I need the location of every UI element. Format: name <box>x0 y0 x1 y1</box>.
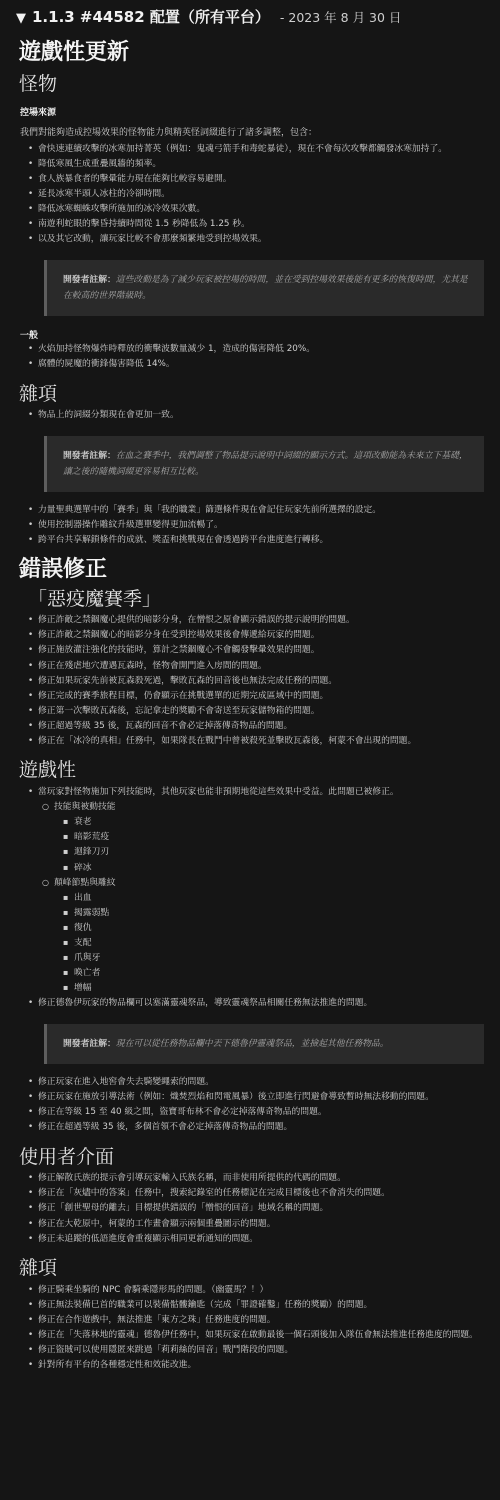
list-item: • 使用控制器操作雕紋升級選單變得更加流暢了。 <box>16 519 486 532</box>
list-item: • 修正盜賊可以使用隱匿來跳過「莉莉絲的回音」戰鬥階段的問題。 <box>16 1344 486 1357</box>
list-item: • 修正在大乾原中，柯蒙的工作畫會顯示兩個重疊圖示的問題。 <box>16 1218 486 1231</box>
list-item: • 延長冰寒半頭人冰柱的冷卻時間。 <box>16 188 486 201</box>
list-item: • 修正在殘虐地穴遭遇瓦森時，怪物會開門進入房間的問題。 <box>16 660 486 673</box>
cc-sources-heading: 控場來源 <box>20 108 57 118</box>
list-item: • 修正在等級 15 至 40 級之間，盜寶哥布林不會必定掉落傳奇物品的問題。 <box>16 1106 486 1119</box>
developer-note <box>44 1024 484 1064</box>
general-change-list <box>16 343 486 371</box>
sub-list-item: ▪ 增幅 <box>16 982 486 995</box>
collapse-triangle-icon[interactable]: ▼ <box>16 11 26 26</box>
patch-date: - 2023 年 8 月 30 日 <box>279 10 402 25</box>
list-item: • 修正騎乘坐騎的 NPC 會騎乘隱形馬的問題。（幽靈馬？！） <box>16 1284 486 1297</box>
sub-list-item: ▪ 爪與牙 <box>16 952 486 965</box>
list-item: • 力量聖典選單中的「賽季」與「我的職業」篩選條件現在會記住玩家先前所選擇的設定。 <box>16 504 486 517</box>
misc-change-list-2 <box>16 504 486 547</box>
list-item: • 修正德魯伊玩家的物品欄可以塞滿靈魂祭品，導致靈魂祭品相關任務無法推進的問題。 <box>16 997 486 1010</box>
bug-fixes-heading: 錯誤修正 <box>19 556 108 582</box>
sub-list-label: ○ 顛峰節點與雕紋 <box>16 877 486 890</box>
note-text: 這些改動是為了減少玩家被控場的時間，並在受到控場效果後能有更多的恢復時間，尤其是在較高的世界階級時。 <box>63 274 468 301</box>
list-item: • 食人族暴食者的擊暈能力現在能夠比較容易避開。 <box>16 173 486 186</box>
list-item: • 跨平台共享解鎖條件的成就、獎盃和挑戰現在會透過跨平台進度進行轉移。 <box>16 534 486 547</box>
list-item: • 修正如果玩家先前被瓦森殺死過，擊敗瓦森的回音後也無法完成任務的問題。 <box>16 675 486 688</box>
list-item: • 以及其它改動，讓玩家比較不會那麼頻繁地受到控場效果。 <box>16 233 486 246</box>
monsters-heading: 怪物 <box>19 73 58 95</box>
gameplay-fix-list <box>16 786 486 1010</box>
list-item: • 降低冰寒蜘蛛攻擊所施加的冰冷效果次數。 <box>16 203 486 216</box>
list-item: • 修正解散氏族的提示會引導玩家輸入氏族名稱，而非使用所提供的代碼的問題。 <box>16 1172 486 1185</box>
sub-list-item: ▪ 揭露弱點 <box>16 907 486 920</box>
season-heading: 「惡疫魔賽季」 <box>28 587 162 610</box>
list-item: • 修正在超過等級 35 後，多個首領不會必定掉落傳奇物品的問題。 <box>16 1121 486 1134</box>
list-item: • 修正未追蹤的低語進度會重複顯示相同更新通知的問題。 <box>16 1233 486 1246</box>
sub-list-item: ▪ 復仇 <box>16 922 486 935</box>
list-item: • 修正在「失落林地的靈魂」德魯伊任務中，如果玩家在啟動最後一個石頭後加入隊伍會無法推進任務進度的問題。 <box>16 1329 486 1342</box>
list-item: • 修正完成的賽季旅程目標，仍會顯示在挑戰選單的近期完成區域中的問題。 <box>16 690 486 703</box>
list-item: • 修正「創世聖母的離去」目標提供錯誤的「憎恨的回音」地域名稱的問題。 <box>16 1202 486 1215</box>
list-item: • 修正在「冰冷的真相」任務中，如果隊長在戰鬥中曾被殺死並擊敗瓦森後，柯蒙不會出現的問題。 <box>16 735 486 748</box>
gameplay-fixes-heading: 遊戲性 <box>19 759 77 782</box>
sub-list-item: ▪ 迴鋒刀刃 <box>16 846 486 859</box>
list-item: • 修正施放灌注強化的技能時，算計之禁錮魔心不會觸發擊暈效果的問題。 <box>16 644 486 657</box>
sub-list-item: ▪ 喚亡者 <box>16 967 486 980</box>
list-item: • 修正超過等級 35 後，瓦森的回音不會必定掉落傳奇物品的問題。 <box>16 720 486 733</box>
ui-heading: 使用者介面 <box>19 1145 115 1168</box>
note-label: 開發者註解： <box>63 274 116 285</box>
list-item: • 當玩家對怪物施加下列技能時，其他玩家也能非預期地從這些效果中受益。此問題已被修正。 <box>16 786 486 799</box>
sub-list-item: ▪ 出血 <box>16 892 486 905</box>
list-item: • 修正無法裝備巳首的職業可以裝備骷髏鑰匙（完成「罪證確鑿」任務的獎勵）的問題。 <box>16 1299 486 1312</box>
developer-note <box>44 436 484 492</box>
patch-header[interactable] <box>16 6 486 30</box>
cc-intro-text: 我們對能夠造成控場效果的怪物能力與精英怪詞綴進行了諸多調整，包含： <box>20 128 318 138</box>
list-item: • 物品上的詞綴分類現在會更加一致。 <box>16 409 486 422</box>
season-fix-list <box>16 614 486 747</box>
sub-list-item: ▪ 暗影荒疫 <box>16 831 486 844</box>
sub-list-item: ▪ 衰老 <box>16 816 486 829</box>
developer-note <box>44 260 484 316</box>
sub-list-label: ○ 技能與被動技能 <box>16 801 486 814</box>
note-label: 開發者註解： <box>63 450 116 461</box>
list-item: • 修正在合作遊戲中，無法推進「東方之珠」任務進度的問題。 <box>16 1314 486 1327</box>
misc-fixes-heading: 雜項 <box>19 1257 58 1280</box>
list-item: • 南遊利蛇眼的擊昏持續時間從 1.5 秒降低為 1.25 秒。 <box>16 218 486 231</box>
note-label: 開發者註解： <box>63 1038 116 1049</box>
sub-list-item: ▪ 支配 <box>16 937 486 950</box>
list-item: • 降低寒風生成重疊風牆的頻率。 <box>16 158 486 171</box>
misc-change-list <box>16 409 486 422</box>
gameplay-fix-list-2 <box>16 1076 486 1134</box>
list-item: • 修正在「灰燼中的答案」任務中，搜索紀錄室的任務標記在完成目標後也不會消失的問題。 <box>16 1187 486 1200</box>
list-item: • 針對所有平台的各種穩定性和效能改進。 <box>16 1359 486 1372</box>
patch-title: 1.1.3 #44582 配置（所有平台） <box>32 8 270 26</box>
list-item: • 修正詐敵之禁錮魔心提供的暗影分身，在憎恨之原會顯示錯誤的提示說明的問題。 <box>16 614 486 627</box>
general-heading: 一般 <box>20 330 39 341</box>
note-text: 現在可以從任務物品欄中丟下德魯伊靈魂祭品，並撿起其他任務物品。 <box>115 1038 389 1049</box>
ui-fix-list <box>16 1172 486 1245</box>
note-text: 在血之賽季中，我們調整了物品提示說明中詞綴的顯示方式。這項改動能為未來立下基礎，讓之後的隨機詞綴更容易相互比較。 <box>63 450 468 477</box>
list-item: • 火焰加持怪物爆炸時釋放的衝擊波數量減少 1，造成的傷害降低 20%。 <box>16 343 486 356</box>
list-item: • 修正詐敵之禁錮魔心的暗影分身在受到控場效果後會傳遞給玩家的問題。 <box>16 629 486 642</box>
cc-change-list <box>16 143 486 246</box>
list-item: • 修正第一次擊敗瓦森後，忘記拿走的獎勵不會寄送至玩家儲物箱的問題。 <box>16 705 486 718</box>
sub-list-item: ▪ 碎冰 <box>16 862 486 875</box>
gameplay-updates-heading: 遊戲性更新 <box>19 40 130 65</box>
misc-heading: 雜項 <box>19 382 58 405</box>
list-item: • 修正玩家在施放引導法術（例如：熾焚烈焰和閃電風暴）後立即進行閃避會導致暫時無法移動的問題。 <box>16 1091 486 1104</box>
misc-fix-list <box>16 1284 486 1372</box>
list-item: • 會快速連續攻擊的冰寒加持菁英（例如：鬼魂弓箭手和毒蛇暴徒），現在不會每次攻擊都觸發冰寒加持了。 <box>16 143 486 156</box>
list-item: • 修正玩家在進入地窖會失去騎變繩索的問題。 <box>16 1076 486 1089</box>
list-item: • 腐體的屍魔的衝鋒傷害降低 14%。 <box>16 358 486 371</box>
